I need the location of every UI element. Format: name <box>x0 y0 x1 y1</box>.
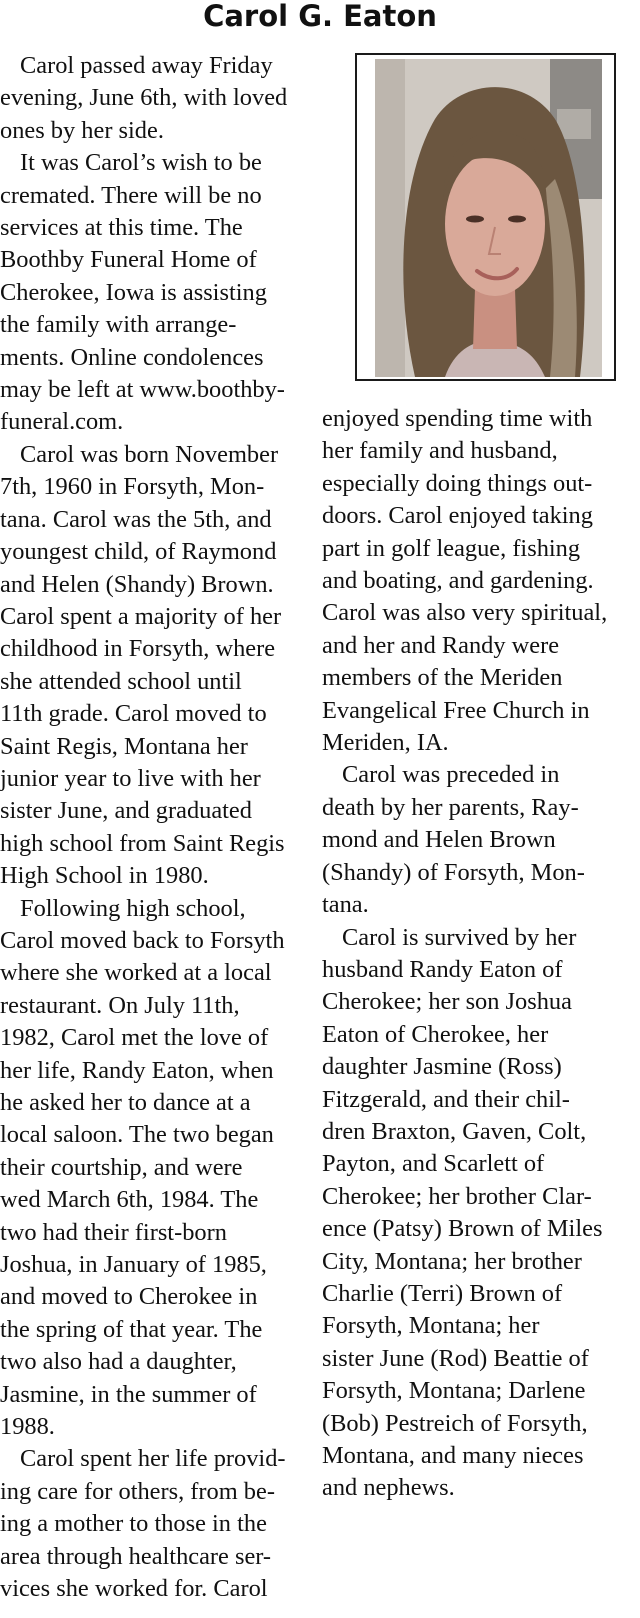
obituary-right-column <box>322 403 640 1505</box>
text-line: and moved to Cherokee in <box>0 1283 258 1311</box>
text-line: Boothby Funeral Home of <box>0 246 257 274</box>
text-line: Eaton of Cherokee, her <box>322 1020 549 1048</box>
text-line: part in golf league, fishing <box>322 534 581 562</box>
text-line: Cherokee; her son Joshua <box>322 988 572 1016</box>
text-line: high school from Saint Regis <box>0 829 285 857</box>
text-line: cremated. There will be no <box>0 181 262 209</box>
text-line: (Bob) Pestreich of Forsyth, <box>322 1409 588 1437</box>
text-line: husband Randy Eaton of <box>322 955 563 983</box>
text-line: Carol spent a majority of her <box>0 602 282 630</box>
text-line: tana. Carol was the 5th, and <box>0 505 272 533</box>
text-line: Following high school, <box>20 894 246 922</box>
text-line: ments. Online condolences <box>0 343 264 371</box>
text-line: where she worked at a local <box>0 959 272 987</box>
text-line: Carol passed away Friday <box>20 52 273 79</box>
text-line: the family with arrange- <box>0 311 237 339</box>
text-line: daughter Jasmine (Ross) <box>322 1053 562 1081</box>
text-line: ing care for others, from be- <box>0 1477 275 1505</box>
text-line: Carol was also very spiritual, <box>322 599 608 627</box>
text-line: youngest child, of Raymond <box>0 538 277 566</box>
text-line: City, Montana; her brother <box>322 1247 582 1275</box>
text-line: he asked her to dance at a <box>0 1089 251 1116</box>
text-line: vices she worked for. Carol <box>0 1575 268 1603</box>
text-line: Forsyth, Montana; her <box>322 1312 540 1340</box>
text-line: may be left at www.boothby- <box>0 376 285 404</box>
text-line: especially doing things out- <box>322 469 593 497</box>
photo-eye-left <box>466 216 484 223</box>
text-line: sister June (Rod) Beattie of <box>322 1344 589 1372</box>
text-line: and her and Randy were <box>322 631 560 659</box>
text-line: ing a mother to those in the <box>0 1510 267 1538</box>
text-line: Carol spent her life provid- <box>20 1445 286 1473</box>
photo-neck <box>473 289 517 349</box>
text-line: Fitzgerald, and their chil- <box>322 1085 570 1113</box>
text-line: (Shandy) of Forsyth, Mon- <box>322 858 585 886</box>
text-line: local saloon. The two began <box>0 1121 274 1149</box>
text-line: doors. Carol enjoyed taking <box>322 502 593 530</box>
text-line: her family and husband, <box>322 437 558 465</box>
text-line: ones by her side. <box>0 116 164 144</box>
text-line: It was Carol’s wish to be <box>20 149 262 177</box>
text-line: services at this time. The <box>0 214 243 242</box>
text-line: dren Braxton, Gaven, Colt, <box>322 1117 587 1145</box>
obituary-left-column <box>0 50 308 1606</box>
text-line: 7th, 1960 in Forsyth, Mon- <box>0 473 265 501</box>
text-line: her life, Randy Eaton, when <box>0 1056 274 1084</box>
text-line: Cherokee, Iowa is assisting <box>0 278 267 306</box>
text-line: enjoyed spending time with <box>322 405 593 432</box>
text-line: Forsyth, Montana; Darlene <box>322 1377 586 1405</box>
text-line: ence (Patsy) Brown of Miles <box>322 1215 603 1243</box>
text-line: Evangelical Free Church in <box>322 696 590 724</box>
photo-door <box>375 59 405 377</box>
text-line: the spring of that year. The <box>0 1315 263 1343</box>
text-line: Cherokee; her brother Clar- <box>322 1182 592 1210</box>
text-line: two had their first-born <box>0 1218 227 1246</box>
photo-eye-right <box>508 216 526 223</box>
text-line: she attended school until <box>0 667 242 695</box>
portrait-image <box>375 59 602 377</box>
text-line: junior year to live with her <box>0 764 261 792</box>
obituary-title: Carol G. Eaton <box>203 0 437 33</box>
text-line: Joshua, in January of 1985, <box>0 1251 267 1279</box>
text-line: funeral.com. <box>0 408 124 436</box>
text-line: and Helen (Shandy) Brown. <box>0 570 274 598</box>
text-line: Carol was born November <box>20 440 279 468</box>
text-line: High School in 1980. <box>0 862 209 890</box>
text-line: 1982, Carol met the love of <box>0 1024 269 1052</box>
text-line: Payton, and Scarlett of <box>322 1150 545 1178</box>
text-line: 1988. <box>0 1413 55 1441</box>
text-line: Montana, and many nieces <box>322 1442 584 1469</box>
text-line: restaurant. On July 11th, <box>0 991 240 1019</box>
text-line: mond and Helen Brown <box>322 826 556 854</box>
portrait-photo <box>355 53 616 381</box>
text-line: Saint Regis, Montana her <box>0 732 248 760</box>
text-line: wed March 6th, 1984. The <box>0 1186 259 1214</box>
text-line: two also had a daughter, <box>0 1348 237 1376</box>
text-line: Jasmine, in the summer of <box>0 1380 257 1408</box>
text-line: their courtship, and were <box>0 1153 243 1181</box>
text-line: and boating, and gardening. <box>322 567 594 595</box>
text-line: and nephews. <box>322 1474 455 1502</box>
text-line: Carol is survived by her <box>342 923 577 951</box>
text-line: tana. <box>322 891 369 919</box>
text-line: area through healthcare ser- <box>0 1542 272 1570</box>
text-line: 11th grade. Carol moved to <box>0 700 267 728</box>
text-line: death by her parents, Ray- <box>322 793 579 821</box>
text-line: evening, June 6th, with loved <box>0 84 288 112</box>
text-line: Carol was preceded in <box>342 761 560 789</box>
text-line: members of the Meriden <box>322 664 563 692</box>
text-line: sister June, and graduated <box>0 797 252 825</box>
text-line: Carol moved back to Forsyth <box>0 926 285 954</box>
text-line: Charlie (Terri) Brown of <box>322 1279 563 1307</box>
text-line: childhood in Forsyth, where <box>0 635 276 663</box>
text-line: Meriden, IA. <box>322 729 449 757</box>
